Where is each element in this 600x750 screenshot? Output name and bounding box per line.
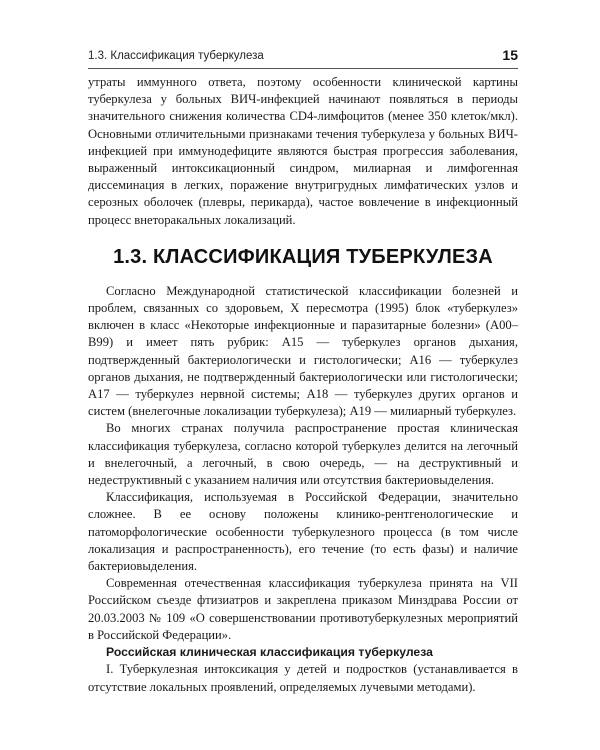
section-title: 1.3. КЛАССИФИКАЦИЯ ТУБЕРКУЛЕЗА <box>113 245 493 268</box>
paragraph-russian-classification: Классификация, используемая в Российской Федерации, значительно сложнее. В ее основу положены клинико-рентгенологические и патоморфологические особенности туберкулезного процесса (в том числе локализация и распространенность), его течение (то есть фазы) и наличие бактериовыделения. <box>88 490 518 574</box>
subheading: Российская клиническая классификация туберкулеза <box>106 645 433 660</box>
header-rule <box>88 68 518 69</box>
running-head <box>88 46 518 66</box>
page-number: 15 <box>502 47 518 63</box>
running-head-title: 1.3. Классификация туберкулеза <box>88 50 264 62</box>
intro-paragraph: утраты иммунного ответа, поэтому особенности клинической картины туберкулеза у больных ВИЧ-инфекцией начинают появляться в периоды значительного снижения количества CD4-лимфоцитов (менее 350 клеток/мкл). Основными отличительными признаками течения туберкулеза у больных ВИЧ-инфекцией при иммунодефиците являются быстрая прогрессия заболевания, выраженный интоксикационный синдром, милиарная и лимфогенная диссеминация в легких, поражение внутригрудных лимфатических узлов и серозных оболочек (плевры, перикарда), частое вовлечение в инфекционный процесс внеторакальных локализаций. <box>88 75 518 227</box>
paragraph-modern-classification: Современная отечественная классификация туберкулеза принята на VII Российском съезде фтизиатров и закреплена приказом Минздрава России от 20.03.2003 № 109 «О совершенствовании противотуберкулезных мероприятий в Российской Федерации». <box>88 576 518 642</box>
paragraph-simple-classification: Во многих странах получила распространение простая клиническая классификация туберкулеза, согласно которой туберкулез делится на легочный и внелегочный, а легочный, в свою очередь, — на деструктивный и недеструктивный с указанием наличия или отсутствия бактериовыделения. <box>88 421 518 488</box>
paragraph-icd: Согласно Международной статистической классификации болезней и проблем, связанных со здоровьем, X пересмотра (1995) блок «туберкулез» включен в класс «Некоторые инфекционные и паразитарные болезни» (A00–B99) и имеет пять рубрик: A15 — туберкулез органов дыхания, подтвержденный бактериологически и гистологически; A16 — туберкулез органов дыхания, не подтвержденный бактериологически или гистологически; A17 — туберкулез нервной системы; A18 — туберкулез других органов и систем (внелегочные локализации туберкулеза); A19 — милиарный туберкулез. <box>88 283 518 419</box>
list-item-1: I. Туберкулезная интоксикация у детей и подростков (устанавливается в отсутствие локальных проявлений, определяемых лучевыми методами). <box>88 662 518 694</box>
page-body <box>88 74 518 696</box>
